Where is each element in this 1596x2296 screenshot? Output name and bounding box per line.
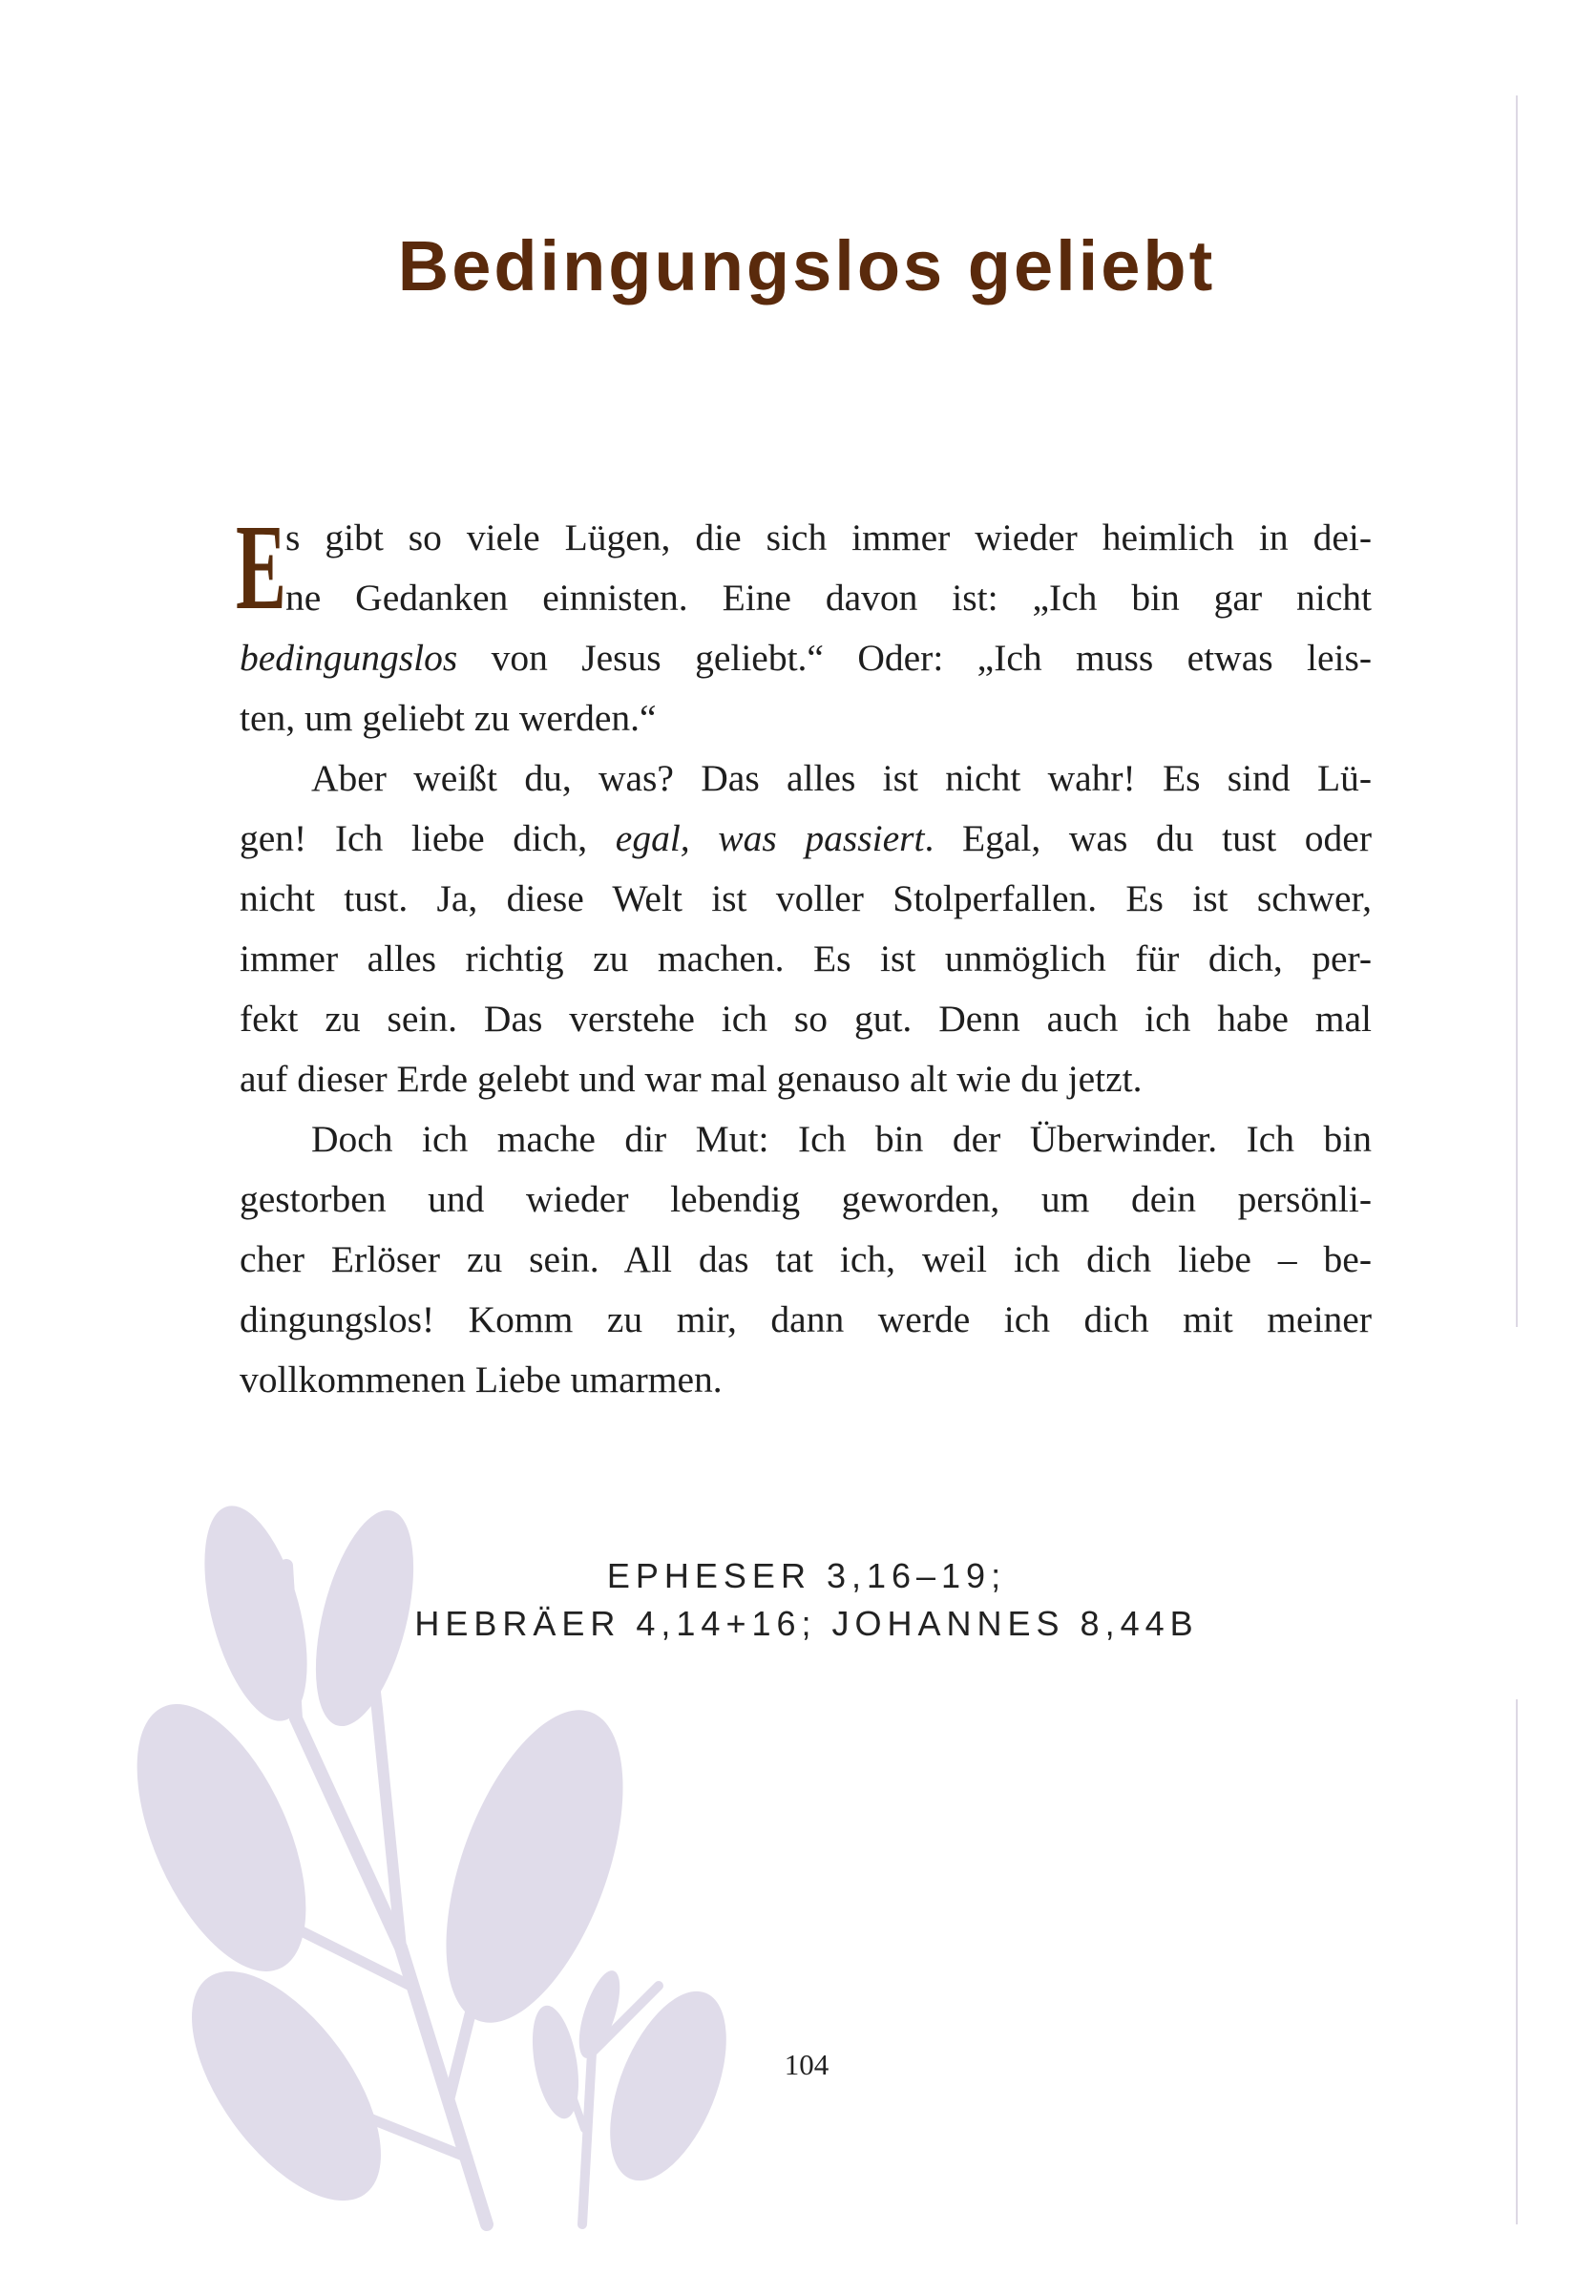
reference-line: HEBRÄER 4,14+16; JOHANNES 8,44B bbox=[414, 1604, 1199, 1643]
text-segment: . Egal, was du tust oder bbox=[924, 817, 1372, 859]
text-line bbox=[240, 989, 1372, 1049]
page-edge-rule-bottom bbox=[1516, 1699, 1518, 2224]
text-segment: gestorben und wieder lebendig geworden, um dein persönli- bbox=[240, 1178, 1372, 1220]
text-line bbox=[240, 508, 1372, 568]
text-line bbox=[240, 628, 1372, 688]
scripture-references bbox=[0, 1552, 1596, 1648]
text-line bbox=[240, 929, 1372, 989]
text-segment: auf dieser Erde gelebt und war mal genauso alt wie du jetzt. bbox=[240, 1058, 1143, 1100]
text-line bbox=[240, 568, 1372, 628]
text-line bbox=[240, 1230, 1372, 1290]
drop-cap: E bbox=[236, 499, 286, 635]
text-line bbox=[240, 1350, 1372, 1410]
text-segment: immer alles richtig zu machen. Es ist unmöglich für dich, per- bbox=[240, 937, 1372, 979]
text-segment: nicht tust. Ja, diese Welt ist voller Stolperfallen. Es ist schwer, bbox=[240, 877, 1372, 919]
text-line bbox=[240, 1169, 1372, 1230]
text-segment: Doch ich mache dir Mut: Ich bin der Überwinder. Ich bin bbox=[311, 1118, 1372, 1160]
text-line bbox=[240, 1109, 1372, 1169]
paragraph bbox=[236, 499, 1372, 748]
text-segment: fekt zu sein. Das verstehe ich so gut. Denn auch ich habe mal bbox=[240, 998, 1372, 1040]
page-title: Bedingungslos geliebt bbox=[397, 226, 1216, 305]
text-segment: Aber weißt du, was? Das alles ist nicht wahr! Es sind Lü- bbox=[311, 757, 1372, 799]
paragraph bbox=[240, 1109, 1372, 1410]
italic-text: egal, was passiert bbox=[615, 817, 925, 859]
text-segment: ne Gedanken einnisten. Eine davon ist: „Ich bin gar nicht bbox=[285, 577, 1372, 619]
text-line bbox=[240, 748, 1372, 809]
text-segment: s gibt so viele Lügen, die sich immer wieder heimlich in dei- bbox=[285, 516, 1372, 558]
text-line bbox=[240, 869, 1372, 929]
paragraph bbox=[240, 748, 1372, 1109]
text-segment: ten, um geliebt zu werden.“ bbox=[240, 697, 657, 739]
text-segment: dingungslos! Komm zu mir, dann werde ich dich mit meiner bbox=[240, 1298, 1372, 1340]
text-segment: cher Erlöser zu sein. All das tat ich, weil ich dich liebe – be- bbox=[240, 1238, 1372, 1280]
body-text bbox=[236, 499, 1372, 1410]
italic-text: bedingungslos bbox=[240, 637, 458, 679]
text-segment: von Jesus geliebt.“ Oder: „Ich muss etwas leis- bbox=[457, 637, 1372, 679]
text-segment: vollkommenen Liebe umarmen. bbox=[240, 1359, 723, 1401]
text-line bbox=[240, 688, 1372, 748]
reference-line: EPHESER 3,16–19; bbox=[606, 1556, 1007, 1595]
text-line bbox=[240, 809, 1372, 869]
text-line bbox=[240, 1049, 1372, 1109]
text-line bbox=[240, 1290, 1372, 1350]
text-segment: gen! Ich liebe dich, bbox=[240, 817, 616, 859]
page-number: 104 bbox=[784, 2048, 830, 2081]
